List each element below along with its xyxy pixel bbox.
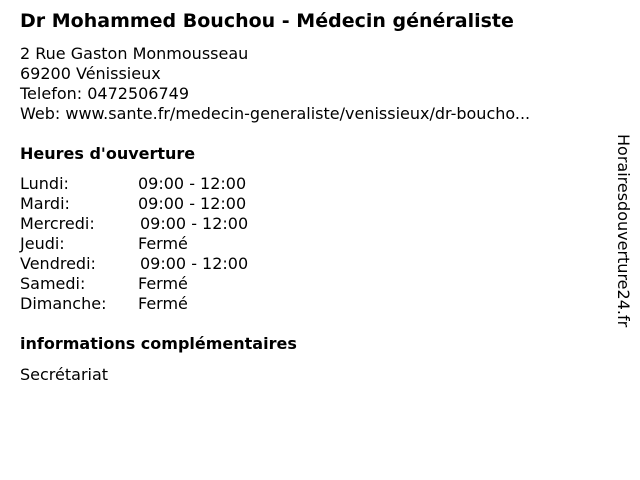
day-label: Dimanche: (20, 294, 107, 313)
additional-info-heading: informations complémentaires (20, 334, 297, 353)
time-value: Fermé (138, 234, 188, 253)
postal-city: 69200 Vénissieux (20, 64, 161, 83)
phone-number[interactable]: Telefon: 0472506749 (20, 84, 190, 103)
day-label: Lundi: (20, 174, 69, 193)
contact-block (20, 44, 530, 124)
day-label: Samedi: (20, 274, 86, 293)
time-value: Fermé (138, 274, 188, 293)
time-value: 09:00 - 12:00 (140, 254, 249, 273)
time-value: Fermé (138, 294, 188, 313)
time-value: 09:00 - 12:00 (138, 174, 247, 193)
additional-info-text: Secrétariat (20, 365, 109, 384)
day-label: Jeudi: (20, 234, 65, 253)
time-value: 09:00 - 12:00 (138, 194, 247, 213)
opening-hours-heading: Heures d'ouverture (20, 144, 196, 163)
watermark-text: Horairesdouverture24.fr (614, 134, 633, 328)
day-label: Mardi: (20, 194, 70, 213)
day-label: Mercredi: (20, 214, 95, 233)
site-watermark (613, 134, 633, 372)
street-address: 2 Rue Gaston Monmousseau (20, 44, 249, 63)
website-link[interactable]: Web: www.sante.fr/medecin-generaliste/venissieux/dr-boucho... (20, 104, 531, 123)
page-title: Dr Mohammed Bouchou - Médecin généraliste (20, 10, 514, 32)
day-label: Vendredi: (20, 254, 96, 273)
time-value: 09:00 - 12:00 (140, 214, 249, 233)
